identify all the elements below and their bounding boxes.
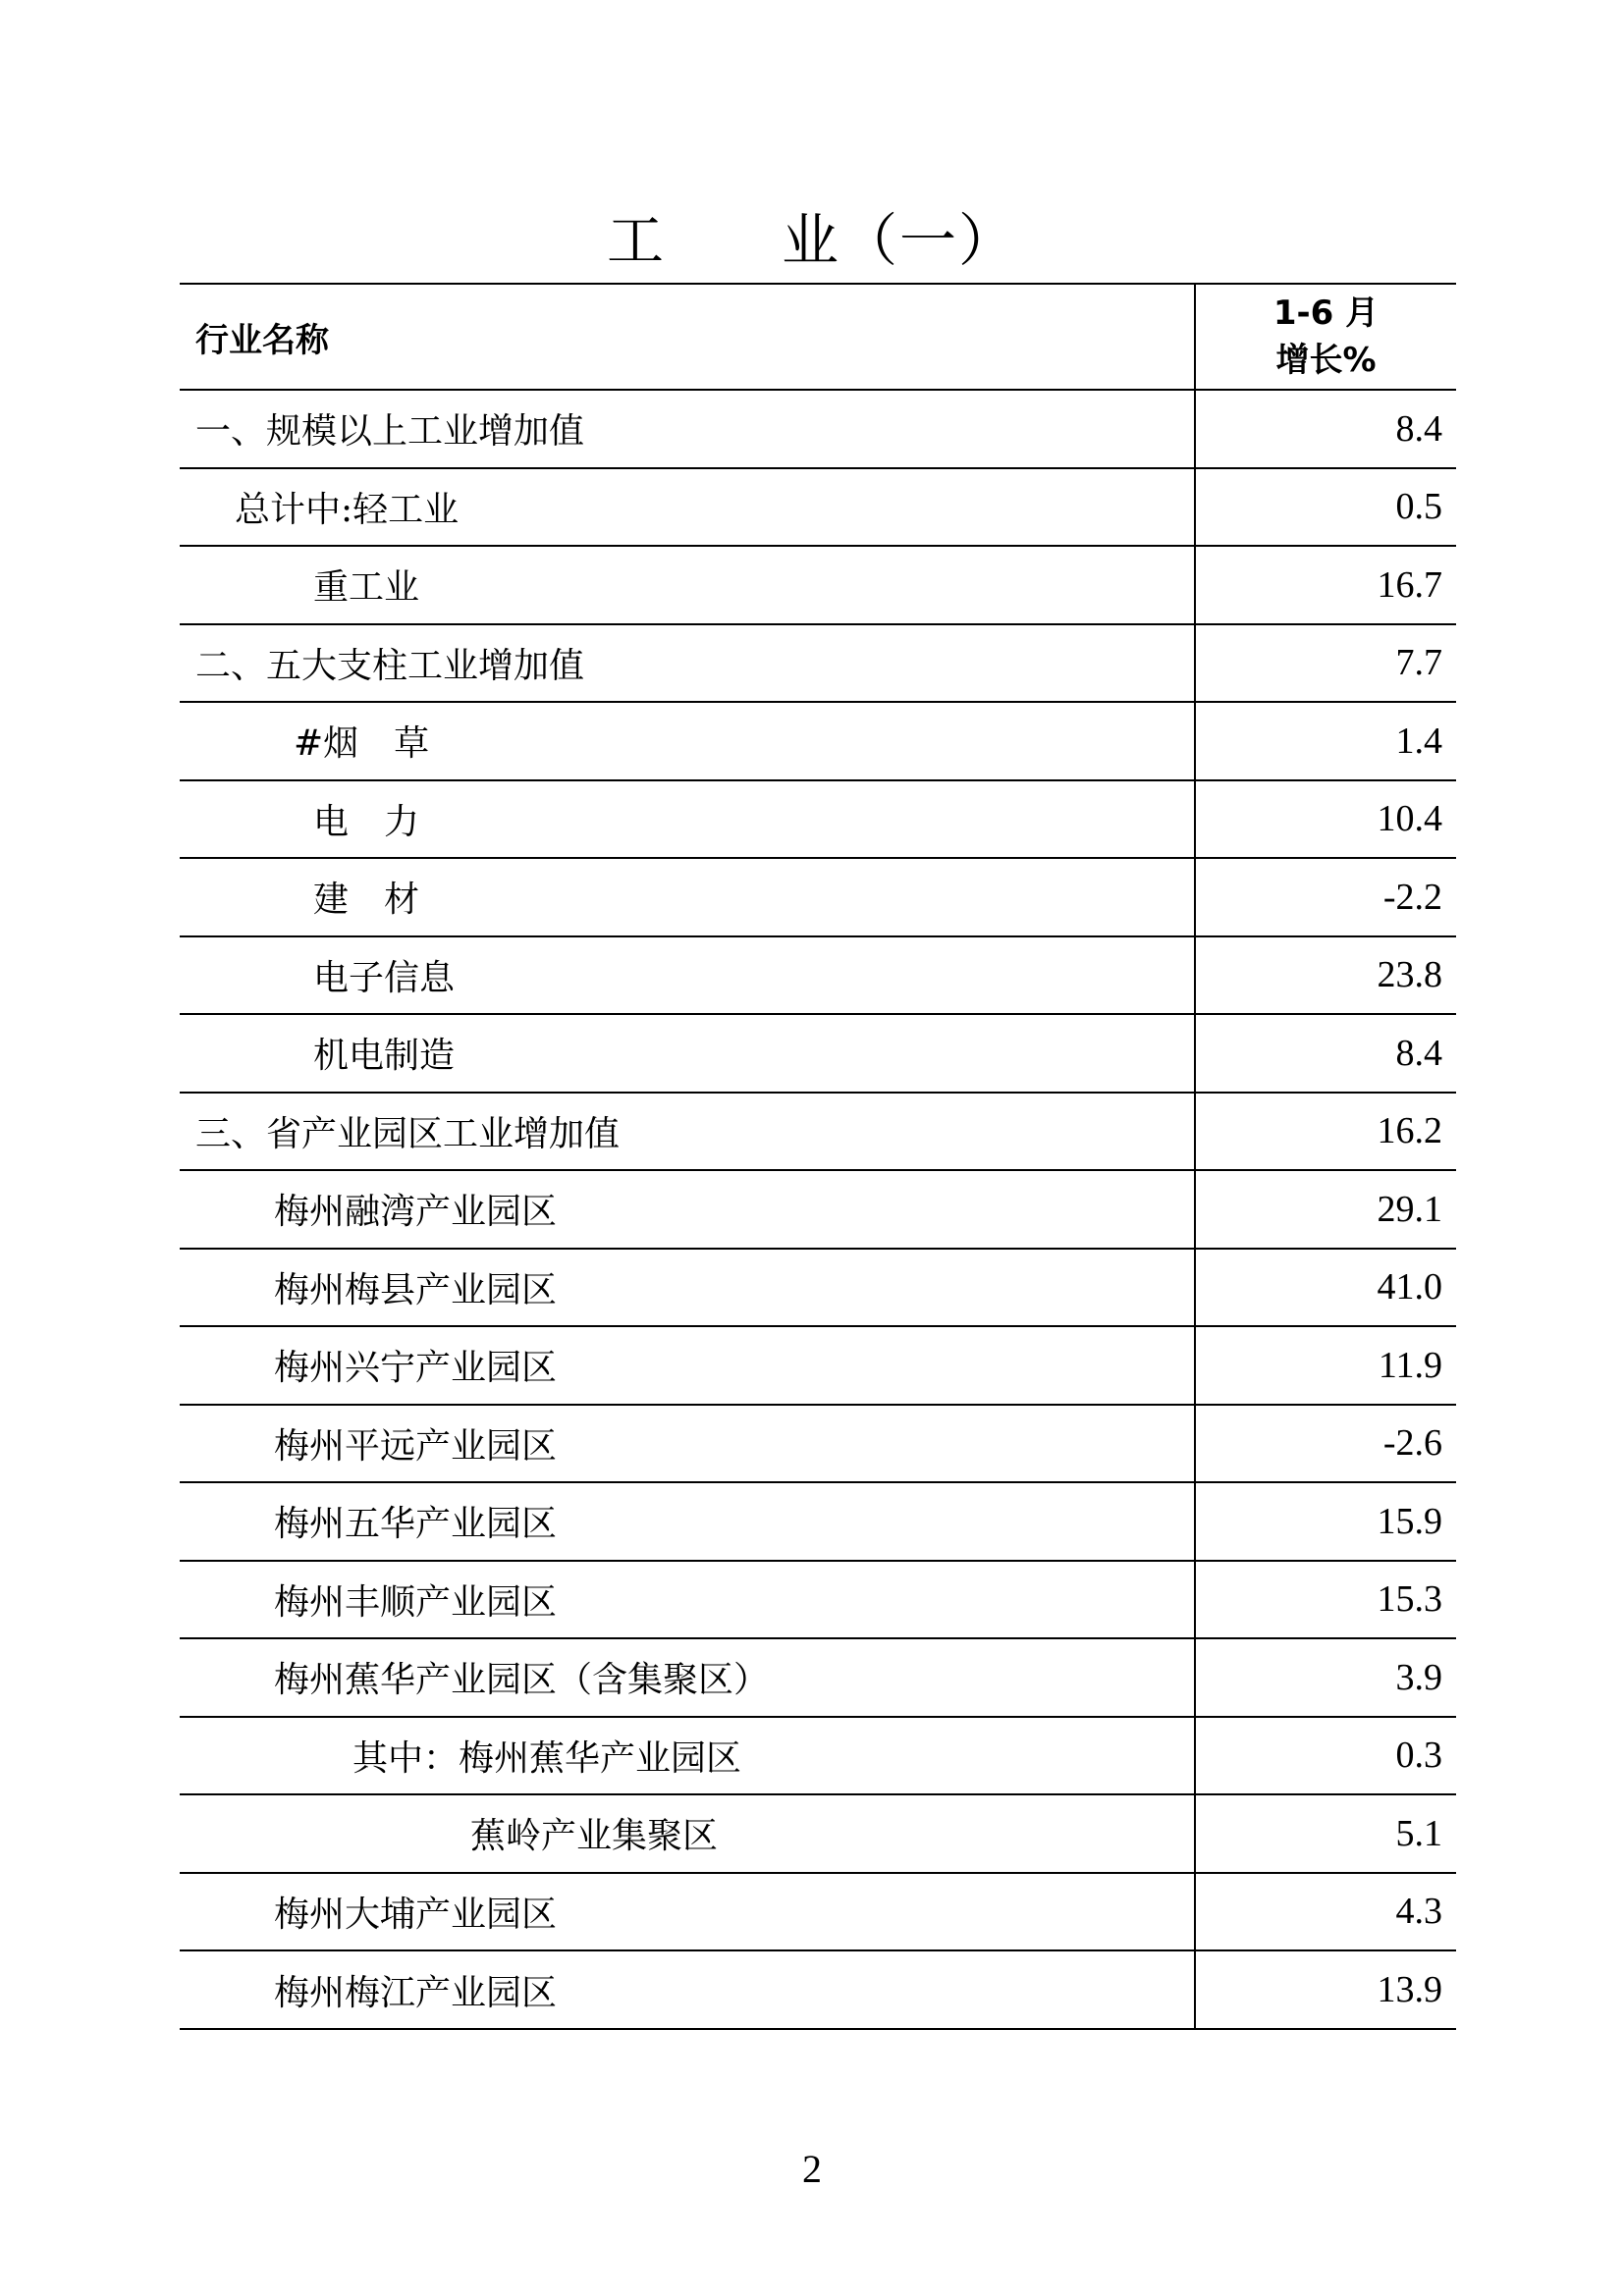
table-header-row	[180, 284, 1456, 390]
row-industry-name: 电子信息	[180, 936, 1195, 1015]
table-row	[180, 1717, 1456, 1795]
row-growth-value: 7.7	[1195, 624, 1456, 703]
table-row	[180, 1093, 1456, 1171]
page-number: 2	[802, 2147, 822, 2191]
table-row	[180, 1638, 1456, 1717]
row-growth-value: -2.2	[1195, 858, 1456, 936]
header-growth-percent: 增长%	[1275, 341, 1377, 380]
row-industry-name: 蕉岭产业集聚区	[180, 1794, 1195, 1873]
row-growth-value: 15.9	[1195, 1482, 1456, 1561]
row-growth-value: 13.9	[1195, 1950, 1456, 2029]
row-industry-name: 梅州兴宁产业园区	[180, 1326, 1195, 1405]
header-growth	[1195, 284, 1456, 390]
row-industry-name: 电 力	[180, 780, 1195, 859]
table-row	[180, 1794, 1456, 1873]
row-industry-name: 梅州五华产业园区	[180, 1482, 1195, 1561]
table-row	[180, 546, 1456, 624]
row-growth-value: -2.6	[1195, 1405, 1456, 1483]
row-industry-name: 其中：梅州蕉华产业园区	[180, 1717, 1195, 1795]
table-row	[180, 468, 1456, 547]
row-industry-name: 机电制造	[180, 1014, 1195, 1093]
row-growth-value: 8.4	[1195, 390, 1456, 468]
row-growth-value: 8.4	[1195, 1014, 1456, 1093]
row-industry-name: 梅州梅江产业园区	[180, 1950, 1195, 2029]
table-row	[180, 1950, 1456, 2029]
row-industry-name: 三、省产业园区工业增加值	[180, 1093, 1195, 1171]
row-growth-value: 0.3	[1195, 1717, 1456, 1795]
table-row	[180, 1249, 1456, 1327]
page-title	[0, 201, 1624, 280]
table-row	[180, 780, 1456, 859]
table-row	[180, 858, 1456, 936]
table-body	[180, 390, 1456, 2029]
row-growth-value: 4.3	[1195, 1873, 1456, 1951]
row-growth-value: 5.1	[1195, 1794, 1456, 1873]
table-row	[180, 1326, 1456, 1405]
row-growth-value: 1.4	[1195, 702, 1456, 780]
row-industry-name: 梅州丰顺产业园区	[180, 1561, 1195, 1639]
row-growth-value: 16.7	[1195, 546, 1456, 624]
row-growth-value: 29.1	[1195, 1170, 1456, 1249]
row-industry-name: 建 材	[180, 858, 1195, 936]
row-industry-name: 梅州蕉华产业园区（含集聚区）	[180, 1638, 1195, 1717]
row-growth-value: 10.4	[1195, 780, 1456, 859]
table-row	[180, 1170, 1456, 1249]
table-row	[180, 1482, 1456, 1561]
row-growth-value: 0.5	[1195, 468, 1456, 547]
row-growth-value: 16.2	[1195, 1093, 1456, 1171]
table-row	[180, 1405, 1456, 1483]
row-growth-value: 15.3	[1195, 1561, 1456, 1639]
row-industry-name: 梅州大埔产业园区	[180, 1873, 1195, 1951]
header-industry-name: 行业名称	[180, 284, 1195, 390]
page-title-part2: 业（一）	[782, 207, 1018, 274]
table-row	[180, 1873, 1456, 1951]
header-period: 1-6 月	[1272, 294, 1380, 333]
row-industry-name: 总计中:轻工业	[180, 468, 1195, 547]
table-row	[180, 702, 1456, 780]
table-row	[180, 1561, 1456, 1639]
table-row	[180, 390, 1456, 468]
row-industry-name: 重工业	[180, 546, 1195, 624]
row-industry-name: 梅州梅县产业园区	[180, 1249, 1195, 1327]
row-growth-value: 3.9	[1195, 1638, 1456, 1717]
table-row	[180, 936, 1456, 1015]
row-growth-value: 41.0	[1195, 1249, 1456, 1327]
row-growth-value: 11.9	[1195, 1326, 1456, 1405]
page-title-part1: 工	[606, 207, 666, 274]
row-industry-name: 梅州融湾产业园区	[180, 1170, 1195, 1249]
row-growth-value: 23.8	[1195, 936, 1456, 1015]
row-industry-name: 一、规模以上工业增加值	[180, 390, 1195, 468]
row-industry-name: 梅州平远产业园区	[180, 1405, 1195, 1483]
table-row	[180, 624, 1456, 703]
industry-growth-table	[180, 283, 1456, 2030]
row-industry-name: 二、五大支柱工业增加值	[180, 624, 1195, 703]
row-industry-name: #烟 草	[180, 702, 1195, 780]
table-row	[180, 1014, 1456, 1093]
